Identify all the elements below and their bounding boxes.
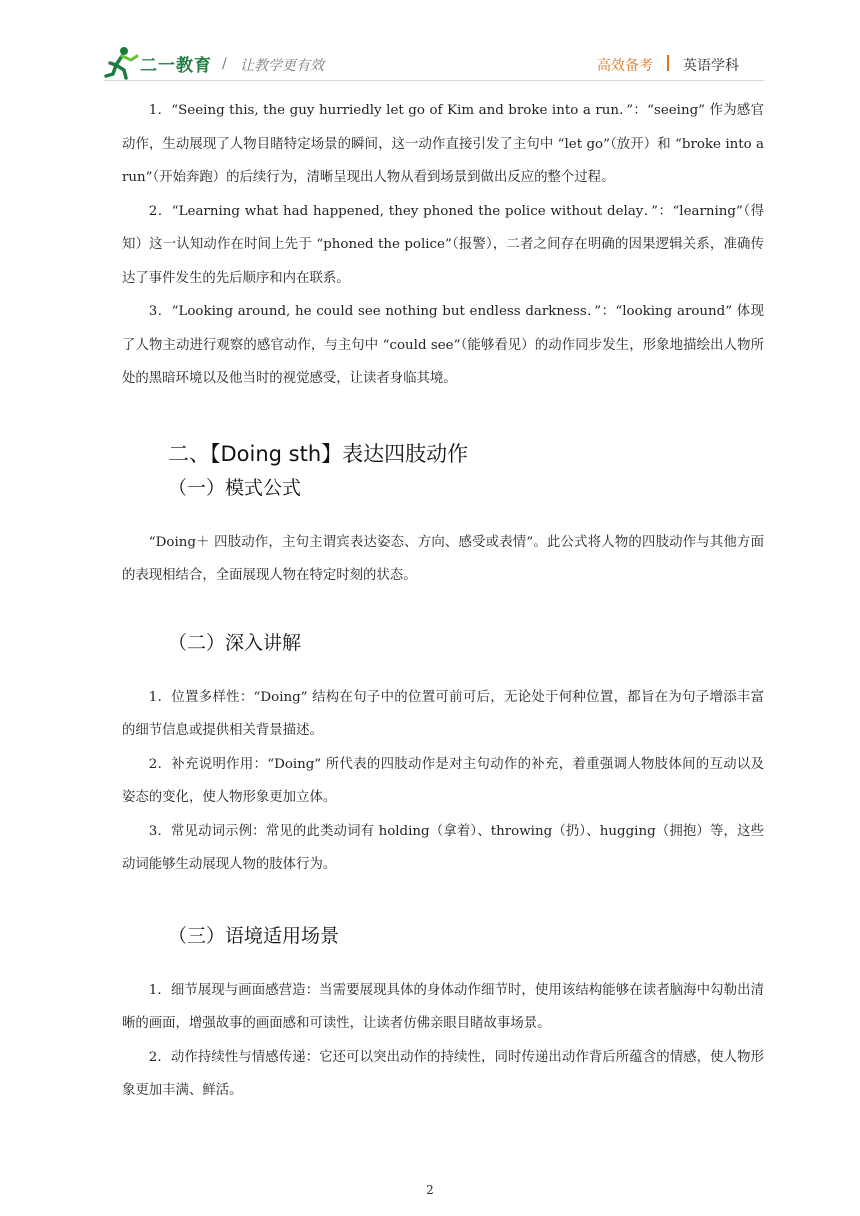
section1-list <box>122 94 764 396</box>
spacer <box>122 504 764 526</box>
spacer <box>122 593 764 627</box>
header-slash: / <box>222 56 227 72</box>
page-number: 2 <box>426 1183 434 1197</box>
subsection-heading: （二）深入讲解 <box>168 631 302 654</box>
header-rule <box>104 80 764 81</box>
paragraph: 2．动作持续性与情感传递：它还可以突出动作的持续性，同时传递出动作背后所蕴含的情感，使人物形象更加丰满、鲜活。 <box>122 1049 764 1098</box>
paragraph: 1．细节展现与画面感营造：当需要展现具体的身体动作细节时，使用该结构能够在读者脑海中勾勒出清晰的画面，增强故事的画面感和可读性，让读者仿佛亲眼目睹故事场景。 <box>122 982 764 1031</box>
spacer <box>122 952 764 974</box>
subsection-heading: （一）模式公式 <box>168 476 302 499</box>
paragraph: 1．位置多样性：“Doing” 结构在句子中的位置可前可后，无论处于何种位置，都旨在为句子增添丰富的细节信息或提供相关背景描述。 <box>122 689 764 738</box>
page-content <box>122 94 764 1108</box>
logo-text: 二一教育 <box>140 56 212 76</box>
paragraph: 2．“Learning what had happened, they phoned the police without delay．”：“learning”（得知）这一认知动作在时间上先于 “phoned the police”（报警），二者之间存在明确的因果逻辑关系，准确传达了事件发生的先后顺序和内在联系。 <box>122 203 764 286</box>
section-heading: 二、【Doing sth】表达四肢动作 <box>168 441 469 466</box>
paragraph: 3．常见动词示例：常见的此类动词有 holding（拿着）、throwing（扔）、hugging（拥抱）等，这些动词能够生动展现人物的肢体行为。 <box>122 823 764 872</box>
page-header <box>0 0 860 100</box>
paragraph: 1．“Seeing this, the guy hurriedly let go of Kim and broke into a run．”：“seeing” 作为感官动作，生动展现了人物目睹特定场景的瞬间，这一动作直接引发了主句中 “let go”（放开）和 “broke into a run”（开始奔跑）的后续行为，清晰呈现出人物从看到场景到做出反应的整个过程。 <box>122 103 764 185</box>
spacer <box>122 882 764 920</box>
spacer <box>122 659 764 681</box>
subject-label: 英语学科 <box>683 58 739 74</box>
paragraph: “Doing＋ 四肢动作，主句主谓宾表达姿态、方向、感受或表情”。此公式将人物的四肢动作与其他方面的表现相结合，全面展现人物在特定时刻的状态。 <box>122 534 764 583</box>
subsection-heading: （三）语境适用场景 <box>168 924 340 947</box>
header-divider <box>667 55 669 71</box>
brand-logo <box>104 46 216 80</box>
header-slogan: 让教学更有效 <box>240 58 324 74</box>
runner-icon <box>104 46 140 80</box>
paragraph: 3．“Looking around, he could see nothing but endless darkness．”：“looking around” 体现了人物主动进行观察的感官动作，与主句中 “could see”（能够看见）的动作同步发生，形象地描绘出人物所处的黑暗环境以及他当时的视觉感受，让读者身临其境。 <box>122 304 764 386</box>
paragraph: 2．补充说明作用：“Doing” 所代表的四肢动作是对主句动作的补充，着重强调人物肢体间的互动以及姿态的变化，使人物形象更加立体。 <box>122 756 764 805</box>
exam-label: 高效备考 <box>597 58 653 74</box>
